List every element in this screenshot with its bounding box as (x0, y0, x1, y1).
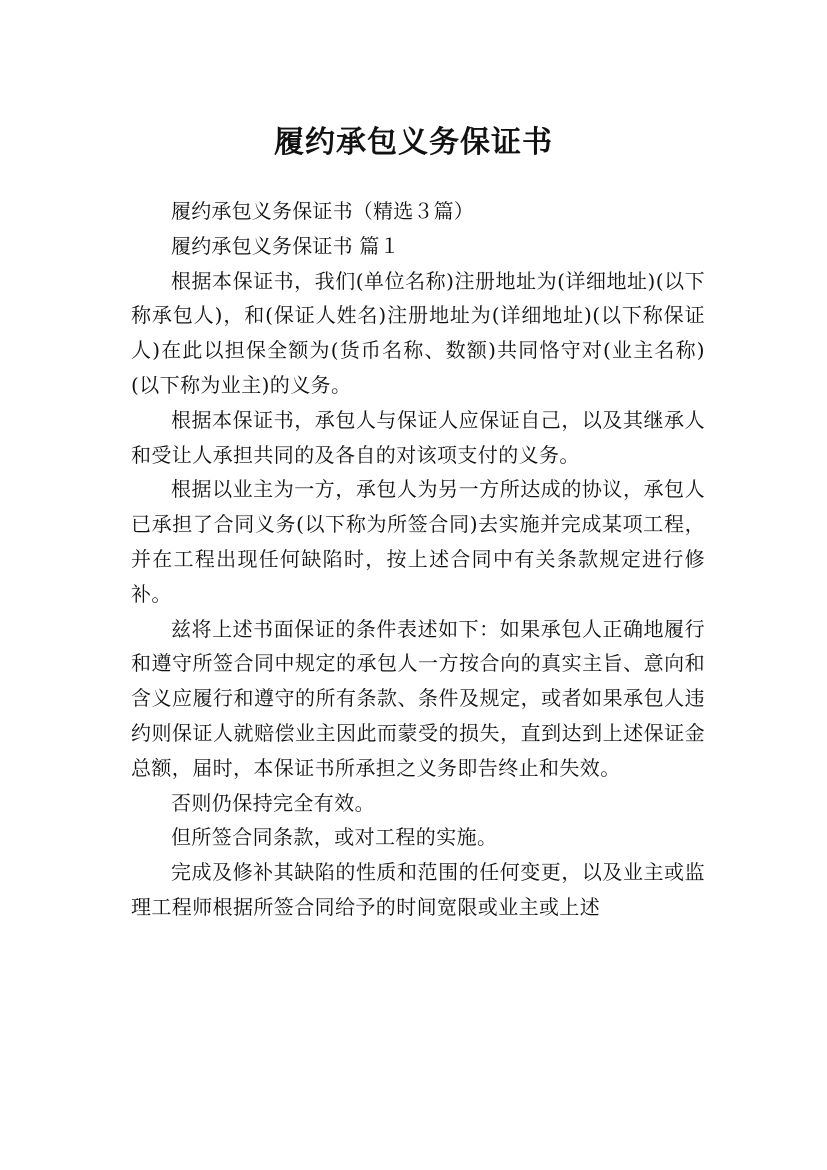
document-subtitle: 履约承包义务保证书（精选３篇） (171, 199, 474, 223)
document-body (131, 194, 705, 925)
body-paragraph: 根据本保证书，承包人与保证人应保证自己，以及其继承人和受让人承担共同的及各自的对该项支付的义务。 (131, 407, 705, 467)
document-title: 履约承包义务保证书 (274, 125, 553, 161)
body-paragraph: 根据以业主为一方，承包人为另一方所达成的协议，承包人已承担了合同义务(以下称为所签合同)去实施并完成某项工程，并在工程出现任何缺陷时，按上述合同中有关条款规定进行修补。 (131, 477, 705, 606)
body-paragraph: 兹将上述书面保证的条件表述如下：如果承包人正确地履行和遵守所签合同中规定的承包人一方按合向的真实主旨、意向和含义应履行和遵守的所有条款、条件及规定，或者如果承包人违约则保证人就赔偿业主因此而蒙受的损失，直到达到上述保证金总额，届时，本保证书所承担之义务即告终止和失效。 (131, 616, 705, 780)
body-paragraph: 否则仍保持完全有效。 (171, 790, 375, 815)
body-paragraph: 根据本保证书，我们(单位名称)注册地址为(详细地址)(以下称承包人)，和(保证人姓名)注册地址为(详细地址)(以下称保证人)在此以担保全额为(货币名称、数额)共同恪守对(业主名称)(以下称为业主)的义务。 (131, 268, 705, 397)
section-heading: 履约承包义务保证书 篇１ (171, 233, 400, 258)
body-paragraph: 但所签合同条款，或对工程的实施。 (171, 825, 498, 850)
body-paragraph: 完成及修补其缺陷的性质和范围的任何变更，以及业主或监理工程师根据所签合同给予的时间宽限或业主或上述 (131, 860, 705, 919)
